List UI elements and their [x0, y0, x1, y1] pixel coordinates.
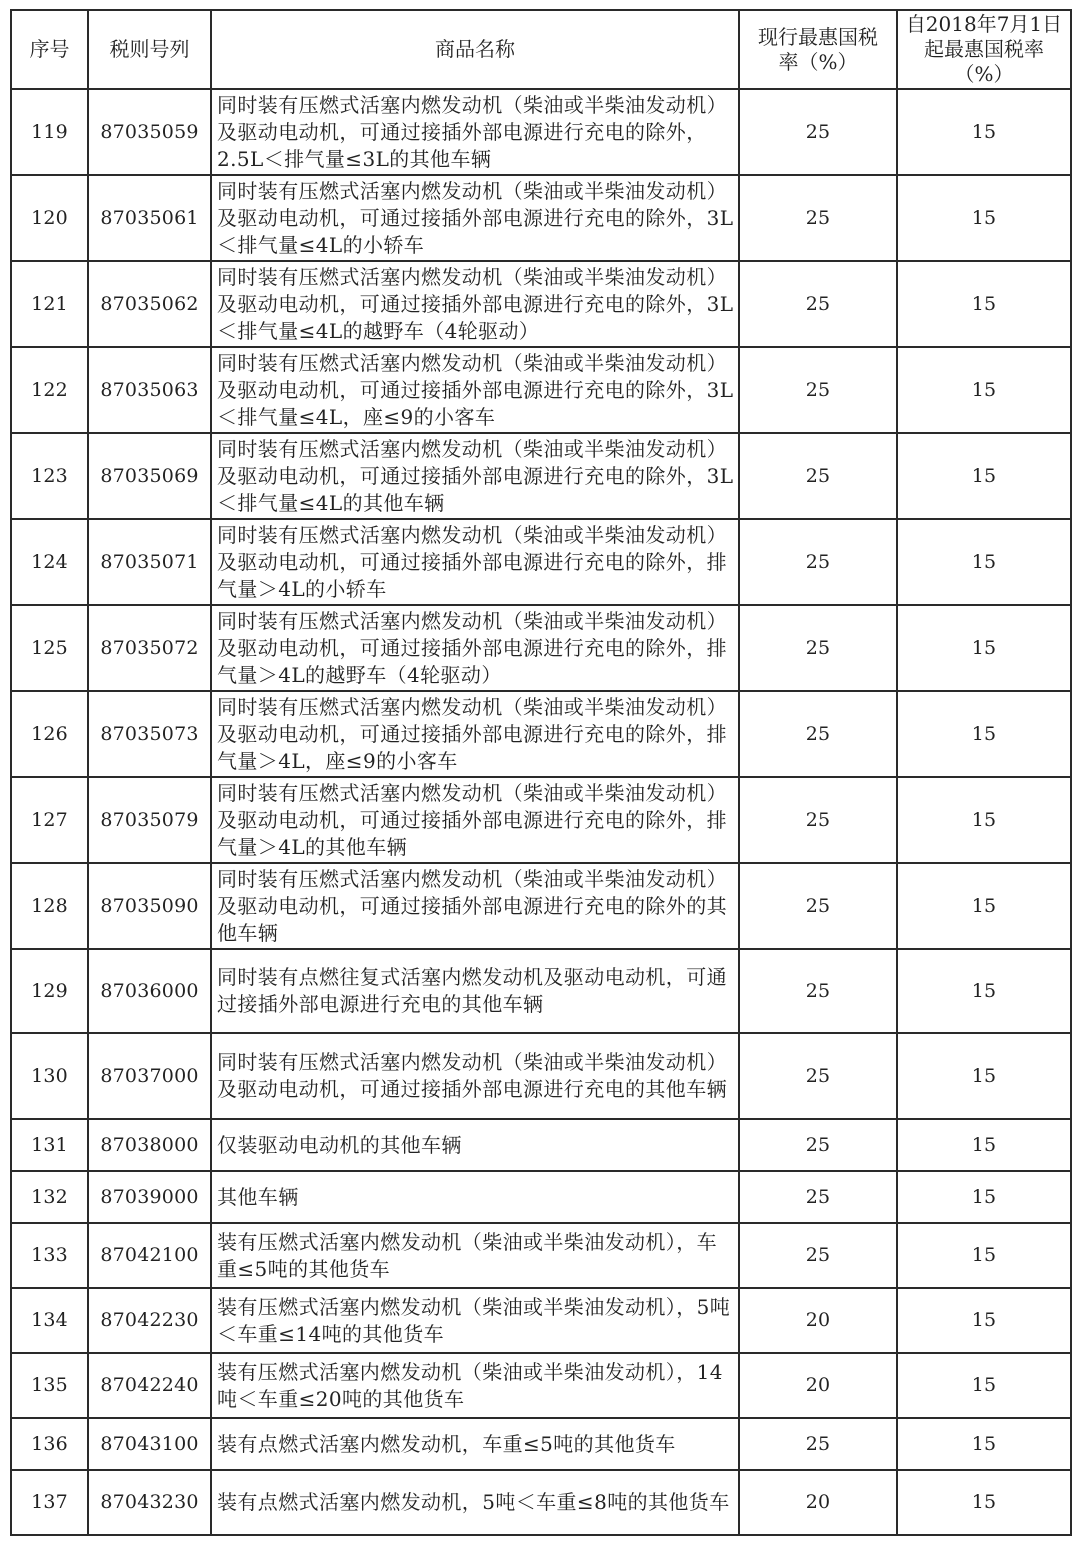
cell-seq: 127 — [11, 777, 88, 863]
cell-name: 同时装有压燃式活塞内燃发动机（柴油或半柴油发动机）及驱动电动机，可通过接插外部电源进行充电的除外，3L＜排气量≤4L的小轿车 — [211, 175, 739, 261]
cell-name: 其他车辆 — [211, 1171, 739, 1223]
cell-code: 87035090 — [88, 863, 211, 949]
table-row — [11, 347, 1071, 433]
cell-seq: 125 — [11, 605, 88, 691]
cell-name: 同时装有点燃往复式活塞内燃发动机及驱动电动机，可通过接插外部电源进行充电的其他车辆 — [211, 949, 739, 1033]
cell-new-rate: 15 — [897, 605, 1071, 691]
cell-current-rate: 25 — [739, 605, 897, 691]
cell-name: 同时装有压燃式活塞内燃发动机（柴油或半柴油发动机）及驱动电动机，可通过接插外部电源进行充电的除外，排气量＞4L的越野车（4轮驱动） — [211, 605, 739, 691]
table-row — [11, 1033, 1071, 1119]
cell-name: 同时装有压燃式活塞内燃发动机（柴油或半柴油发动机）及驱动电动机，可通过接插外部电源进行充电的除外，排气量＞4L的其他车辆 — [211, 777, 739, 863]
cell-code: 87035073 — [88, 691, 211, 777]
cell-current-rate: 25 — [739, 89, 897, 175]
cell-seq: 132 — [11, 1171, 88, 1223]
cell-new-rate: 15 — [897, 777, 1071, 863]
cell-new-rate: 15 — [897, 1223, 1071, 1288]
cell-seq: 131 — [11, 1119, 88, 1171]
cell-name: 仅装驱动电动机的其他车辆 — [211, 1119, 739, 1171]
cell-current-rate: 25 — [739, 433, 897, 519]
header-row — [11, 10, 1071, 89]
cell-current-rate: 25 — [739, 347, 897, 433]
table-row — [11, 691, 1071, 777]
cell-new-rate: 15 — [897, 347, 1071, 433]
cell-name: 同时装有压燃式活塞内燃发动机（柴油或半柴油发动机）及驱动电动机，可通过接插外部电源进行充电的除外的其他车辆 — [211, 863, 739, 949]
cell-seq: 136 — [11, 1418, 88, 1470]
table-row — [11, 1223, 1071, 1288]
cell-name: 同时装有压燃式活塞内燃发动机（柴油或半柴油发动机）及驱动电动机，可通过接插外部电源进行充电的除外，排气量＞4L，座≤9的小客车 — [211, 691, 739, 777]
cell-new-rate: 15 — [897, 863, 1071, 949]
header-new-rate: 自2018年7月1日起最惠国税率（%） — [897, 10, 1071, 89]
cell-seq: 122 — [11, 347, 88, 433]
cell-current-rate: 25 — [739, 1033, 897, 1119]
cell-name: 同时装有压燃式活塞内燃发动机（柴油或半柴油发动机）及驱动电动机，可通过接插外部电源进行充电的除外，3L＜排气量≤4L的越野车（4轮驱动） — [211, 261, 739, 347]
cell-name: 装有点燃式活塞内燃发动机，5吨＜车重≤8吨的其他货车 — [211, 1470, 739, 1535]
cell-seq: 134 — [11, 1288, 88, 1353]
cell-name: 同时装有压燃式活塞内燃发动机（柴油或半柴油发动机）及驱动电动机，可通过接插外部电源进行充电的除外，3L＜排气量≤4L的其他车辆 — [211, 433, 739, 519]
cell-code: 87039000 — [88, 1171, 211, 1223]
table-row — [11, 605, 1071, 691]
cell-code: 87043230 — [88, 1470, 211, 1535]
cell-code: 87043100 — [88, 1418, 211, 1470]
cell-code: 87038000 — [88, 1119, 211, 1171]
cell-name: 装有压燃式活塞内燃发动机（柴油或半柴油发动机），14吨＜车重≤20吨的其他货车 — [211, 1353, 739, 1418]
table-row — [11, 1418, 1071, 1470]
cell-new-rate: 15 — [897, 261, 1071, 347]
cell-seq: 137 — [11, 1470, 88, 1535]
cell-current-rate: 25 — [739, 175, 897, 261]
cell-current-rate: 25 — [739, 691, 897, 777]
cell-new-rate: 15 — [897, 1470, 1071, 1535]
cell-new-rate: 15 — [897, 1033, 1071, 1119]
cell-new-rate: 15 — [897, 1353, 1071, 1418]
cell-seq: 135 — [11, 1353, 88, 1418]
cell-code: 87042100 — [88, 1223, 211, 1288]
cell-name: 装有压燃式活塞内燃发动机（柴油或半柴油发动机），车重≤5吨的其他货车 — [211, 1223, 739, 1288]
cell-current-rate: 20 — [739, 1470, 897, 1535]
cell-code: 87035062 — [88, 261, 211, 347]
cell-new-rate: 15 — [897, 1288, 1071, 1353]
table-row — [11, 863, 1071, 949]
cell-current-rate: 25 — [739, 1223, 897, 1288]
cell-code: 87035071 — [88, 519, 211, 605]
cell-current-rate: 25 — [739, 949, 897, 1033]
cell-seq: 121 — [11, 261, 88, 347]
cell-seq: 129 — [11, 949, 88, 1033]
cell-new-rate: 15 — [897, 1418, 1071, 1470]
table-row — [11, 89, 1071, 175]
cell-seq: 123 — [11, 433, 88, 519]
header-code: 税则号列 — [88, 10, 211, 89]
cell-current-rate: 20 — [739, 1353, 897, 1418]
cell-seq: 119 — [11, 89, 88, 175]
header-name: 商品名称 — [211, 10, 739, 89]
cell-new-rate: 15 — [897, 89, 1071, 175]
cell-name: 同时装有压燃式活塞内燃发动机（柴油或半柴油发动机）及驱动电动机，可通过接插外部电源进行充电的除外，排气量＞4L的小轿车 — [211, 519, 739, 605]
cell-new-rate: 15 — [897, 519, 1071, 605]
table-row — [11, 1119, 1071, 1171]
cell-name: 同时装有压燃式活塞内燃发动机（柴油或半柴油发动机）及驱动电动机，可通过接插外部电源进行充电的除外，3L＜排气量≤4L，座≤9的小客车 — [211, 347, 739, 433]
cell-code: 87035061 — [88, 175, 211, 261]
cell-seq: 130 — [11, 1033, 88, 1119]
cell-name: 同时装有压燃式活塞内燃发动机（柴油或半柴油发动机）及驱动电动机，可通过接插外部电源进行充电的其他车辆 — [211, 1033, 739, 1119]
tariff-table — [10, 9, 1072, 1536]
cell-new-rate: 15 — [897, 1119, 1071, 1171]
table-body — [11, 89, 1071, 1535]
cell-code: 87042240 — [88, 1353, 211, 1418]
table-row — [11, 433, 1071, 519]
cell-code: 87042230 — [88, 1288, 211, 1353]
cell-current-rate: 25 — [739, 519, 897, 605]
cell-current-rate: 25 — [739, 261, 897, 347]
table-row — [11, 1353, 1071, 1418]
table-row — [11, 1288, 1071, 1353]
cell-seq: 133 — [11, 1223, 88, 1288]
table-row — [11, 1470, 1071, 1535]
cell-code: 87035072 — [88, 605, 211, 691]
cell-current-rate: 25 — [739, 1171, 897, 1223]
cell-seq: 128 — [11, 863, 88, 949]
cell-new-rate: 15 — [897, 949, 1071, 1033]
cell-code: 87035059 — [88, 89, 211, 175]
cell-seq: 126 — [11, 691, 88, 777]
table-row — [11, 175, 1071, 261]
cell-code: 87035079 — [88, 777, 211, 863]
cell-current-rate: 20 — [739, 1288, 897, 1353]
cell-new-rate: 15 — [897, 433, 1071, 519]
cell-name: 装有点燃式活塞内燃发动机，车重≤5吨的其他货车 — [211, 1418, 739, 1470]
cell-current-rate: 25 — [739, 1418, 897, 1470]
cell-new-rate: 15 — [897, 1171, 1071, 1223]
cell-code: 87036000 — [88, 949, 211, 1033]
cell-new-rate: 15 — [897, 691, 1071, 777]
cell-name: 同时装有压燃式活塞内燃发动机（柴油或半柴油发动机）及驱动电动机，可通过接插外部电源进行充电的除外，2.5L＜排气量≤3L的其他车辆 — [211, 89, 739, 175]
table-row — [11, 949, 1071, 1033]
table-row — [11, 1171, 1071, 1223]
table-row — [11, 519, 1071, 605]
cell-seq: 124 — [11, 519, 88, 605]
header-current-rate: 现行最惠国税率（%） — [739, 10, 897, 89]
cell-code: 87037000 — [88, 1033, 211, 1119]
header-seq: 序号 — [11, 10, 88, 89]
cell-code: 87035069 — [88, 433, 211, 519]
cell-new-rate: 15 — [897, 175, 1071, 261]
cell-current-rate: 25 — [739, 863, 897, 949]
cell-current-rate: 25 — [739, 777, 897, 863]
table-header — [11, 10, 1071, 89]
table-row — [11, 261, 1071, 347]
cell-name: 装有压燃式活塞内燃发动机（柴油或半柴油发动机），5吨＜车重≤14吨的其他货车 — [211, 1288, 739, 1353]
cell-seq: 120 — [11, 175, 88, 261]
cell-current-rate: 25 — [739, 1119, 897, 1171]
cell-code: 87035063 — [88, 347, 211, 433]
table-row — [11, 777, 1071, 863]
